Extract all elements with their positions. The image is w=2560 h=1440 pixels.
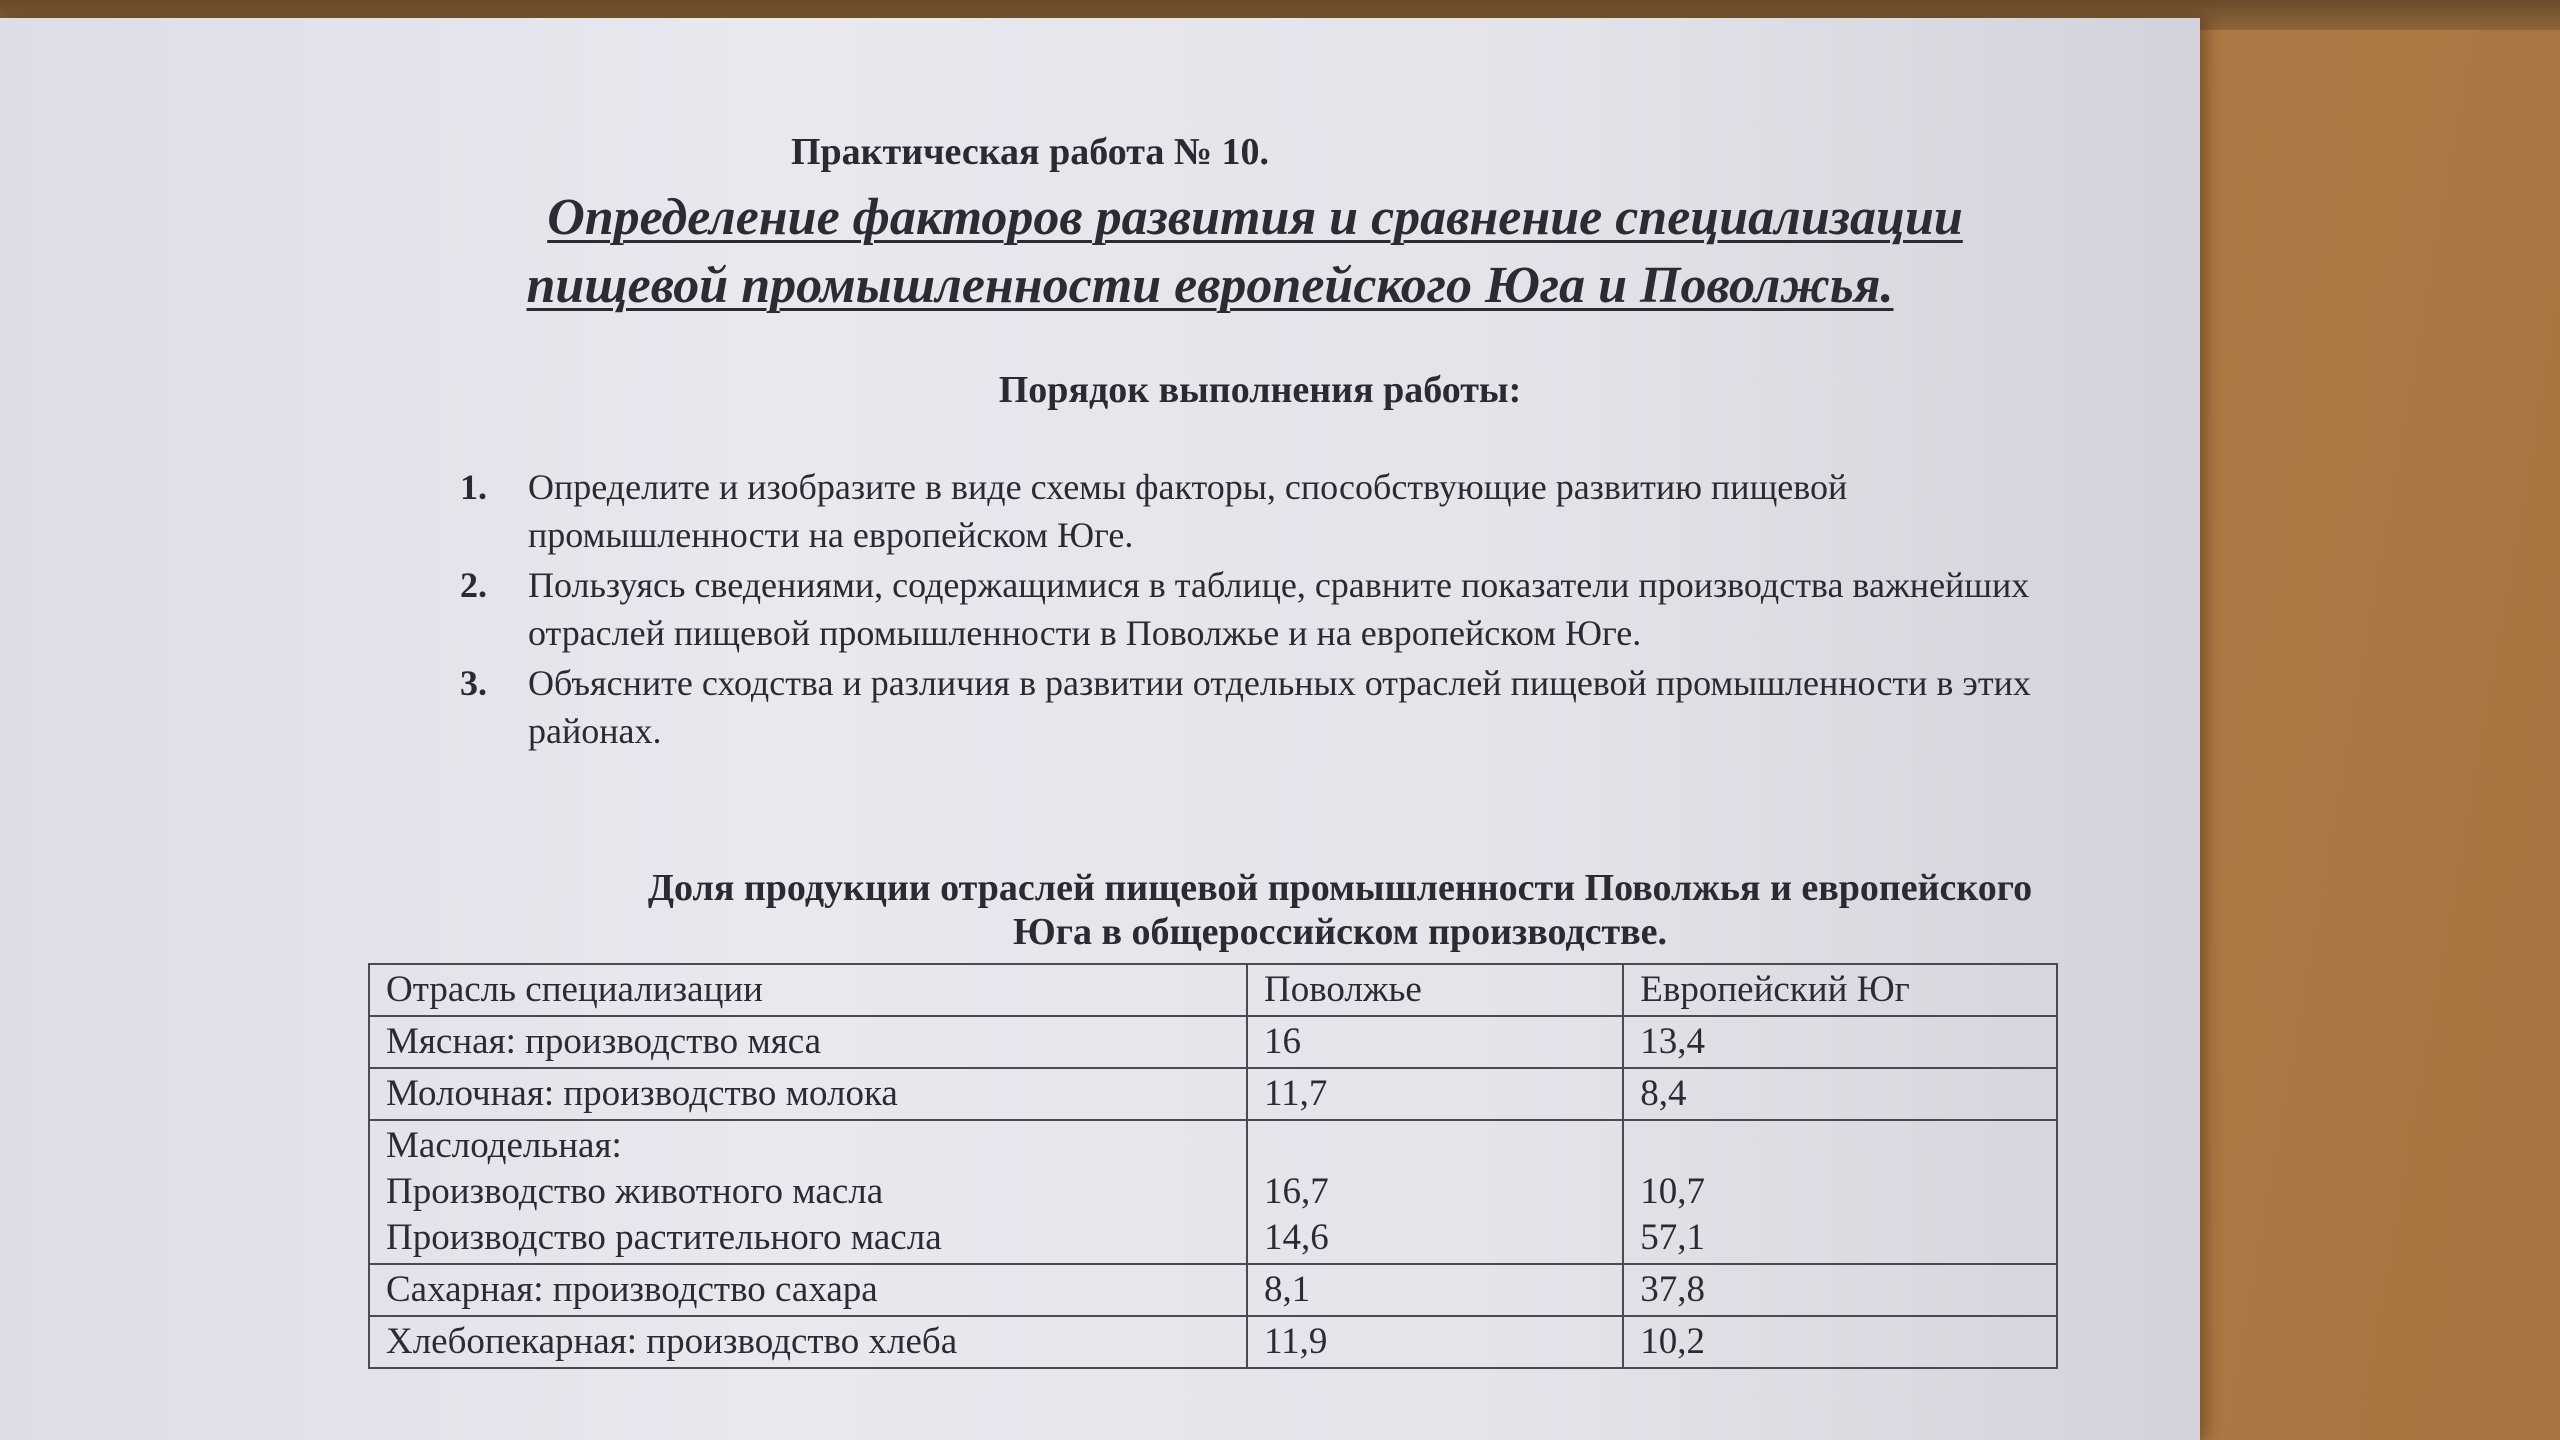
cell-volga: 11,7 — [1247, 1068, 1623, 1120]
table-title-line-1: Доля продукции отраслей пищевой промышленности Поволжья и европейского — [647, 867, 2033, 909]
column-header-volga: Поволжье — [1247, 964, 1623, 1016]
sheet-content — [0, 18, 2200, 1440]
cell-south: 13,4 — [1623, 1016, 2057, 1068]
empty-line — [1264, 1123, 1606, 1169]
cell-volga: 16 — [1247, 1016, 1623, 1068]
table-row-group — [369, 1120, 2057, 1264]
task-number: 3. — [460, 663, 487, 703]
task-number: 2. — [460, 565, 487, 605]
order-heading: Порядок выполнения работы: — [998, 369, 1522, 411]
cell-south: 10,7 — [1640, 1171, 1706, 1212]
cell-branch: Производство животного масла — [386, 1171, 884, 1212]
production-share-table — [368, 963, 2058, 1369]
cell-volga: 8,1 — [1247, 1264, 1623, 1316]
cell-volga: 14,6 — [1263, 1217, 1329, 1258]
topic-title-line-1: Определение факторов развития и сравнение специализации — [547, 189, 1963, 246]
table-row — [369, 1068, 2057, 1120]
task-list — [460, 463, 2080, 757]
empty-line — [1640, 1123, 2040, 1169]
cell-south: 8,4 — [1623, 1068, 2057, 1120]
table-header-row — [369, 964, 2057, 1016]
cell-volga: 11,9 — [1247, 1316, 1623, 1368]
cell-south: 10,2 — [1623, 1316, 2057, 1368]
cell-south: 37,8 — [1623, 1264, 2057, 1316]
table-title-line-2: Юга в общероссийском производстве. — [1012, 911, 1668, 953]
table-row — [369, 1016, 2057, 1068]
task-item — [460, 463, 2080, 559]
topic-title-line-2: пищевой промышленности европейского Юга и Поволжья. — [526, 257, 1894, 314]
task-item — [460, 561, 2080, 657]
cell-branch: Мясная: производство мяса — [369, 1016, 1247, 1068]
task-text: Определите и изобразите в виде схемы факторы, способствующие развитию пищевой промышленности на европейском Юге. — [528, 467, 1848, 555]
column-header-branch: Отрасль специализации — [369, 964, 1247, 1016]
cell-south-group — [1623, 1120, 2057, 1264]
column-header-south: Европейский Юг — [1623, 964, 2057, 1016]
cell-volga: 16,7 — [1263, 1171, 1329, 1212]
task-item — [460, 659, 2080, 755]
group-label: Маслодельная: — [386, 1125, 622, 1166]
cell-branch: Хлебопекарная: производство хлеба — [369, 1316, 1247, 1368]
table-row — [369, 1264, 2057, 1316]
cell-volga-group — [1247, 1120, 1623, 1264]
cell-branch-group — [369, 1120, 1247, 1264]
task-number: 1. — [460, 467, 487, 507]
practice-title: Практическая работа № 10. — [790, 131, 1270, 173]
task-text: Пользуясь сведениями, содержащимися в таблице, сравните показатели производства важнейших отраслей пищевой промышленности в Поволжье и на европейском Юге. — [528, 565, 2030, 653]
cell-south: 57,1 — [1640, 1217, 1706, 1258]
cell-branch: Молочная: производство молока — [369, 1068, 1247, 1120]
cell-branch: Сахарная: производство сахара — [369, 1264, 1247, 1316]
table-row — [369, 1316, 2057, 1368]
task-text: Объясните сходства и различия в развитии отдельных отраслей пищевой промышленности в этих районах. — [528, 663, 2031, 751]
cell-branch: Производство растительного масла — [386, 1217, 942, 1258]
paper-sheet — [0, 18, 2200, 1440]
